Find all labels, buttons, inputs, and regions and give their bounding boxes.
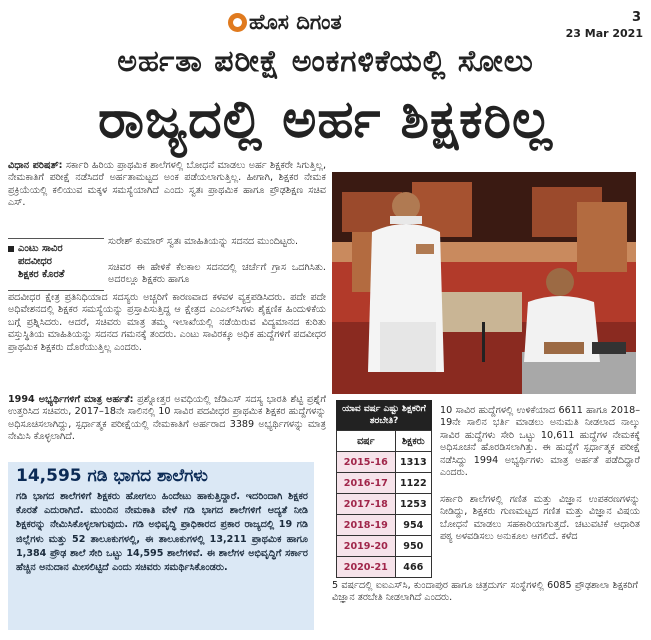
pull-quote-line-3: ಶಿಕ್ಷಕರ ಕೊರತೆ [18,269,65,280]
photo-illustration [332,172,636,394]
page-number: 3 [631,10,641,25]
article-side-2: ಸಚಿವರ ಈ ಹೇಳಿಕೆ ಕೆಲಕಾಲ ಸದನದಲ್ಲಿ ಚರ್ಚೆಗೆ ಗ್ರಾಸ ಒದಗಿಸಿತು. ಅದರಲ್ಲೂ ಶಿಕ್ಷಕರು ಹಾಗೂ [108,262,326,286]
dateline: ವಿಧಾನ ಪರಿಷತ್: [8,160,63,171]
table-row [337,557,432,578]
table-row [337,515,432,536]
headline-kicker: ಅರ್ಹತಾ ಪರೀಕ್ಷೆ ಅಂಕಗಳಿಕೆಯಲ್ಲಿ ಸೋಲು [117,44,534,79]
table-row [337,494,432,515]
article-para-1: ಸರ್ಕಾರಿ ಹಿರಿಯ ಪ್ರಾಥಮಿಕ ಶಾಲೆಗಳಲ್ಲಿ ಬೋಧನೆ ಮಾಡಲು ಅರ್ಹ ಶಿಕ್ಷಕರೇ ಸಿಗುತ್ತಿಲ್ಲ, ನೇಮಕಾತಿಗೆ ಪರೀಕ್ಷೆ ನಡೆಸಿದರೆ ಅರ್ಹತಾಮಟ್ಟದ ಅಂಕ ಪಡೆಯಲಾಗುತ್ತಿಲ್ಲ. ಹೀಗಾಗಿ, ಶಿಕ್ಷಕರ ನೇಮಕ ಪ್ರಕ್ರಿಯೆಯಲ್ಲಿ ಕಲಿಯುವ ಮಕ್ಕಳ ಸಮಸ್ಯೆಯಾಗಿದೆ ಎಂದು ಸ್ವತಃ ಪ್ರಾಥಮಿಕ ಹಾಗೂ ಪ್ರೌಢಶಿಕ್ಷಣ ಸಚಿವ ಎಸ್. [8,160,326,209]
subhead-1994: 1994 ಅಭ್ಯರ್ಥಿಗಳಿಗೆ ಮಾತ್ರ ಅರ್ಹತೆ: [8,394,134,405]
issue-date: 23 Mar 2021 [565,27,643,40]
headline-main: ರಾಜ್ಯದಲ್ಲಿ ಅರ್ಹ ಶಿಕ್ಷಕರಿಲ್ಲ [98,90,553,150]
row-year: 2020-21 [337,557,396,578]
col-count-header: ಶಿಕ್ಷಕರು [395,431,431,452]
pull-quote-line-1: ಎಂಟು ಸಾವಿರ [18,243,63,254]
training-table [336,400,432,578]
row-count: 954 [395,515,431,536]
logo-emblem-icon [228,13,247,32]
table-row [337,452,432,473]
row-count: 1253 [395,494,431,515]
border-schools-title: 14,595 ಗಡಿ ಭಾಗದ ಶಾಲೆಗಳು [16,466,208,486]
table-heading: ಯಾವ ವರ್ಷ ಎಷ್ಟು ಶಿಕ್ಷಕರಿಗೆ ತರಬೇತಿ? [336,400,432,430]
legislature-photo [332,172,636,394]
row-count: 1122 [395,473,431,494]
pull-quote [8,238,104,291]
article-para-3-text: ಪ್ರಶ್ನೋತ್ತರ ಅವಧಿಯಲ್ಲಿ ಜೆಡಿಎಸ್ ಸದಸ್ಯ ಭಾರತಿ ಶೆಟ್ಟಿ ಪ್ರಶ್ನೆಗೆ ಉತ್ತರಿಸಿದ ಸಚಿವರು, 2017–18ನೇ ಸಾಲಿನಲ್ಲಿ 10 ಸಾವಿರ ಪದವೀಧರ ಪ್ರಾಥಮಿಕ ಶಿಕ್ಷಕರ ಹುದ್ದೆಗಳನ್ನು ಅಧಿಸೂಚಿಸಲಾಗಿದ್ದು, ಸ್ಪರ್ಧಾತ್ಮಕ ಪರೀಕ್ಷೆಯಲ್ಲಿ ನೇಮಕಾತಿಗೆ ಅರ್ಹರಾದ 3389 ಅಭ್ಯರ್ಥಿಗಳನ್ನು ಮಾತ್ರ ನೇಮಿಸಿ ಕೊಳ್ಳಲಾಗಿದೆ. [8,394,326,443]
masthead [0,4,651,40]
row-year: 2017-18 [337,494,396,515]
article-right-3: 5 ವರ್ಷದಲ್ಲಿ ಐಐಎಸ್‌ಸಿ, ಕುಂದಾಪುರ ಹಾಗೂ ಚಿತ್ರದುರ್ಗ ಸಂಸ್ಥೆಗಳಲ್ಲಿ 6085 ಪ್ರೌಢಶಾಲಾ ಶಿಕ್ಷಕರಿಗೆ ವಿಜ್ಞಾನ ತರಬೇತಿ ನೀಡಲಾಗಿದೆ ಎಂದರು. [332,580,638,604]
border-schools-body: ಗಡಿ ಭಾಗದ ಶಾಲೆಗಳಿಗೆ ಶಿಕ್ಷಕರು ಹೋಗಲು ಹಿಂದೇಟು ಹಾಕುತ್ತಿದ್ದಾರೆ. ಇದರಿಂದಾಗಿ ಶಿಕ್ಷಕರ ಕೊರತೆ ಎದುರಾಗಿದೆ. ಮುಂದಿನ ನೇಮಕಾತಿ ವೇಳೆ ಗಡಿ ಭಾಗದ ಶಾಲೆಗಳಿಗೆ ಆದ್ಯತೆ ನೀಡಿ ಶಿಕ್ಷಕರನ್ನು ನೇಮಿಸಿಕೊಳ್ಳಲಾಗುವುದು. ಗಡಿ ಅಭಿವೃದ್ಧಿ ಪ್ರಾಧಿಕಾರದ ಪ್ರಕಾರ ರಾಜ್ಯದಲ್ಲಿ 19 ಗಡಿ ಜಿಲ್ಲೆಗಳು ಮತ್ತು 52 ತಾಲೂಕುಗಳಲ್ಲಿ, ಈ ತಾಲೂಕುಗಳಲ್ಲಿ 13,211 ಪ್ರಾಥಮಿಕ ಹಾಗೂ 1,384 ಪ್ರೌಢ ಶಾಲೆ ಸೇರಿ ಒಟ್ಟು 14,595 ಶಾಲೆಗಳಿವೆ. ಈ ಶಾಲೆಗಳ ಅಭಿವೃದ್ಧಿಗೆ ಸರ್ಕಾರ ಹೆಚ್ಚಿನ ಅನುದಾನ ಮೀಸಲಿಟ್ಟಿದೆ ಎಂದು ಸಚಿವರು ಸಮರ್ಥಿಸಿಕೊಂಡರು. [16,491,308,574]
article-right-2: ಸರ್ಕಾರಿ ಶಾಲೆಗಳಲ್ಲಿ ಗಣಿತ ಮತ್ತು ವಿಜ್ಞಾನ ಉಪಕರಣಗಳನ್ನು ನೀಡಿದ್ದು, ಶಿಕ್ಷಕರು ಗುಣಮಟ್ಟದ ಗಣಿತ ಮತ್ತು ವಿಜ್ಞಾನ ವಿಷಯ ಬೋಧನೆ ಮಾಡಲು ಸಹಕಾರಿಯಾಗುತ್ತದೆ. ಚಟುವಟಿಕೆ ಆಧಾರಿತ ಪಠ್ಯ ಅಳವಡಿಸಲು ಅನುಕೂಲ ಆಗಲಿದೆ. ಕಳೆದ [440,494,640,543]
article-right-1: 10 ಸಾವಿರ ಹುದ್ದೆಗಳಲ್ಲಿ ಉಳಿಕೆಯಾದ 6611 ಹಾಗೂ 2018–19ನೇ ಸಾಲಿನ ಭರ್ತಿ ಮಾಡಲು ಅನುಮತಿ ನೀಡಲಾದ ನಾಲ್ಕು ಸಾವಿರ ಹುದ್ದೆಗಳು ಸೇರಿ ಒಟ್ಟು 10,611 ಹುದ್ದೆಗಳ ನೇಮಕಕ್ಕೆ ಅಧಿಸೂಚನೆ ಹೊರಡಿಸಲಾಗಿತ್ತು. ಈ ಹುದ್ದೆಗೆ ಸ್ಪರ್ಧಾತ್ಮಕ ಪರೀಕ್ಷೆ ನಡೆಸಿದ್ದು 1994 ಅಭ್ಯರ್ಥಿಗಳು ಮಾತ್ರ ಅರ್ಹತೆ ಪಡೆದಿದ್ದಾರೆ ಎಂದರು. [440,405,640,479]
article-side-1: ಸುರೇಶ್ ಕುಮಾರ್ ಸ್ವತಃ ಮಾಹಿತಿಯನ್ನು ಸದನದ ಮುಂದಿಟ್ಟರು. [108,236,299,247]
row-count: 1313 [395,452,431,473]
table-row [337,536,432,557]
row-count: 950 [395,536,431,557]
article-para-3 [8,394,326,444]
row-year: 2018-19 [337,515,396,536]
row-year: 2015-16 [337,452,396,473]
newspaper-logo: ಹೊಸ ದಿಗಂತ [228,10,342,35]
article-lead [8,160,326,210]
col-year-header: ವರ್ಷ [337,431,396,452]
row-count: 466 [395,557,431,578]
article-para-2: ಪದವೀಧರ ಕ್ಷೇತ್ರ ಪ್ರತಿನಿಧಿಯಾದ ಸದಸ್ಯರು ಅಚ್ಚರಿಗೆ ಕಾರಣವಾದ ಕಳವಳ ವ್ಯಕ್ತಪಡಿಸಿದರು. ಪದೇ ಪದೇ ಅಧಿವೇಶನದಲ್ಲಿ ಶಿಕ್ಷಕರ ಸಮಸ್ಯೆಯನ್ನು ಪ್ರಸ್ತಾಪಿಸುತ್ತಿದ್ದ ಆ ಕ್ಷೇತ್ರದ ಎಂಎಲ್‌ಸಿಗಳು ಶೈಕ್ಷಣಿಕ ಹಿಂದುಳಿಕೆಯ ಬಗ್ಗೆ ಪ್ರಶ್ನಿಸಿದರು. ಆದರೆ, ಸಚಿವರು ಮಾತ್ರ ತಮ್ಮ ಇಲಾಖೆಯಲ್ಲಿ ನಡೆಯಿರುವ ವಿದ್ಯಮಾನದ ಕುರಿತು ವಸ್ತುಸ್ಥಿತಿಯ ಮಾಹಿತಿಯನ್ನು ಸದನದ ಗಮನಕ್ಕೆ ತಂದರು. ಎಂಟು ಸಾವಿರಕ್ಕೂ ಅಧಿಕ ಹುದ್ದೆಗಳಿಗೆ ಪದವೀಧರ ಪ್ರಾಥಮಿಕ ಶಿಕ್ಷಕರು ದೊರೆಯುತ್ತಿಲ್ಲ ಎಂದರು. [8,292,326,353]
bullet-icon [8,246,14,252]
row-year: 2019-20 [337,536,396,557]
pull-quote-line-2: ಪದವೀಧರ [18,256,52,267]
table-row [337,473,432,494]
row-year: 2016-17 [337,473,396,494]
training-table-grid [336,430,432,578]
